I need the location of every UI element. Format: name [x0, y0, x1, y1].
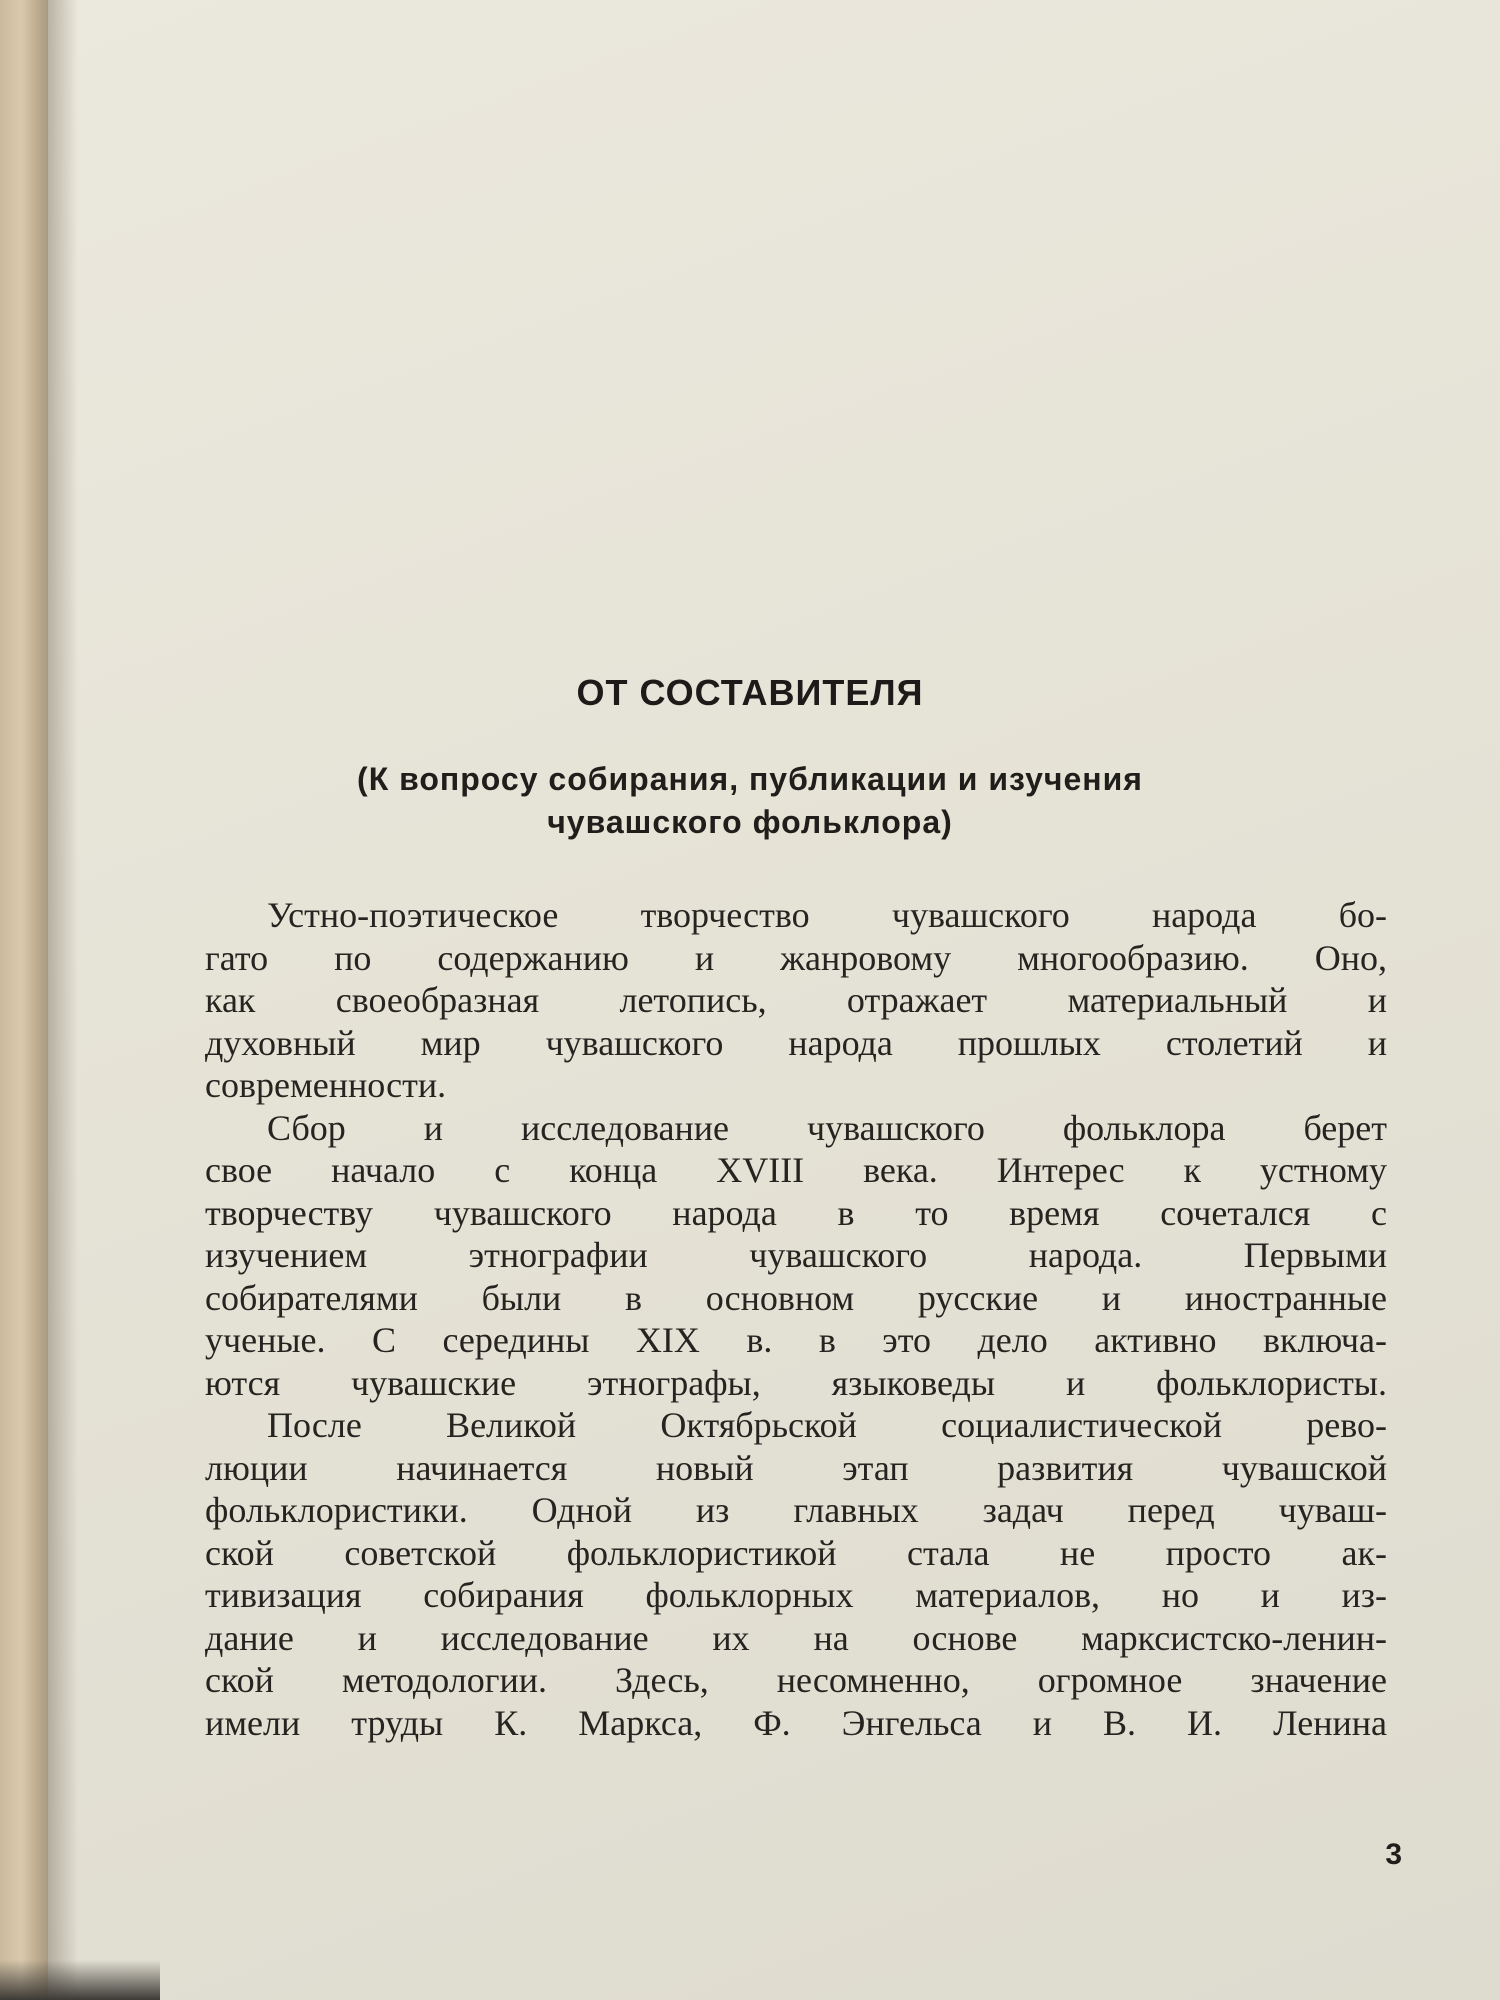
- page-title: ОТ СОСТАВИТЕЛЯ: [576, 672, 924, 713]
- text-line: ученые. С середины XIX в. в это дело активно включа-: [205, 1320, 1387, 1360]
- text-line: люции начинается новый этап развития чувашской: [205, 1447, 1387, 1488]
- text-line: дание и исследование их на основе марксистско-ленин-: [205, 1617, 1387, 1658]
- text-line: творчеству чувашского народа в то время сочетался с: [205, 1192, 1387, 1233]
- page-number: 3: [1385, 1838, 1402, 1871]
- paragraph-2: [205, 1107, 1387, 1405]
- text-line: ской методологии. Здесь, несомненно, огромное значение: [205, 1660, 1387, 1700]
- body-text: [205, 894, 1387, 1744]
- book-corner-shadow: [0, 1960, 160, 2000]
- text-line: как своеобразная летопись, отражает материальный и: [205, 980, 1387, 1020]
- text-line: духовный мир чувашского народа прошлых столетий и: [205, 1022, 1387, 1063]
- text-line: тивизация собирания фольклорных материалов, но и из-: [205, 1575, 1387, 1615]
- text-line: ской советской фольклористикой стала не просто ак-: [205, 1532, 1387, 1573]
- paragraph-3: [205, 1404, 1387, 1744]
- paragraph-1: [205, 894, 1387, 1107]
- text-line: изучением этнографии чувашского народа. Первыми: [205, 1235, 1387, 1275]
- text-line: фольклористики. Одной из главных задач перед чуваш-: [205, 1490, 1387, 1530]
- text-line: собирателями были в основном русские и иностранные: [205, 1277, 1387, 1318]
- text-line: После Великой Октябрьской социалистической рево-: [267, 1405, 1387, 1445]
- text-line: Устно-поэтическое творчество чувашского народа бо-: [267, 895, 1387, 935]
- text-line: свое начало с конца XVIII века. Интерес к устному: [205, 1150, 1387, 1190]
- text-line: имели труды К. Маркса, Ф. Энгельса и В. И. Ленина: [205, 1702, 1387, 1743]
- text-line: ются чувашские этнографы, языковеды и фольклористы.: [205, 1362, 1387, 1403]
- text-line: Сбор и исследование чувашского фольклора берет: [267, 1107, 1387, 1148]
- subtitle-line: (К вопросу собирания, публикации и изучения: [357, 761, 1143, 797]
- text-line: современности.: [205, 1065, 447, 1105]
- page-subtitle: [270, 758, 1230, 844]
- text-line: гато по содержанию и жанровому многообразию. Оно,: [205, 937, 1387, 978]
- subtitle-line: чувашского фольклора): [547, 804, 953, 840]
- book-spine-edge: [0, 0, 48, 2000]
- gutter-shadow: [48, 0, 78, 2000]
